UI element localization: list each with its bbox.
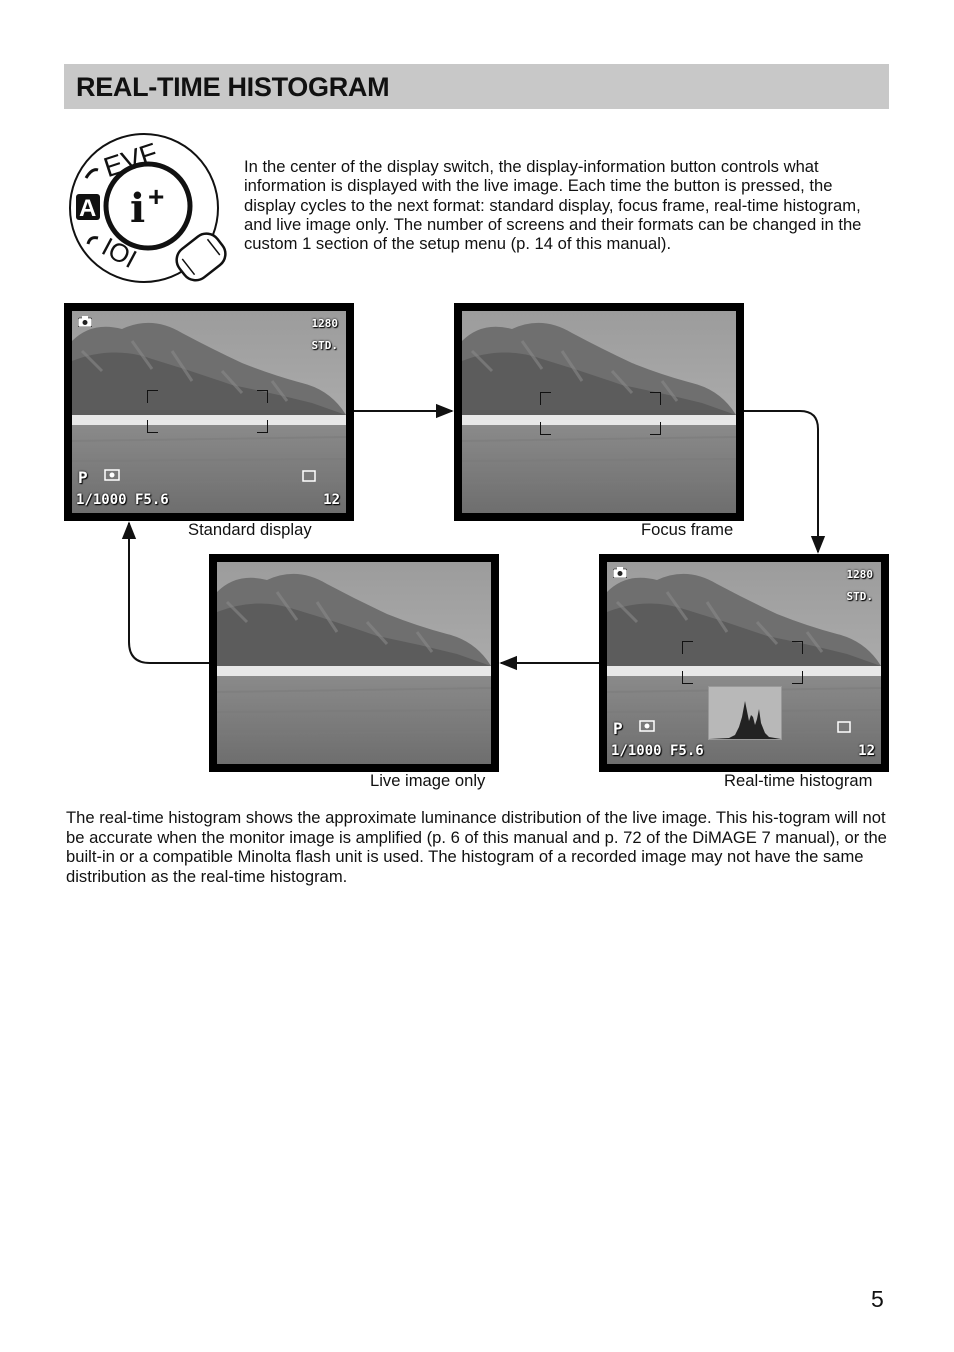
info-button-label: i	[130, 185, 146, 232]
focus-bracket	[257, 390, 268, 403]
display-switch-icon	[64, 128, 234, 288]
focus-bracket	[257, 420, 268, 433]
luminance-histogram	[708, 686, 782, 740]
caption-standard-display: Standard display	[188, 520, 312, 539]
page-number: 5	[871, 1286, 884, 1312]
focus-bracket	[147, 420, 158, 433]
screen-focus-frame	[454, 303, 744, 521]
metering-icon	[104, 469, 120, 485]
camera-icon	[613, 566, 627, 582]
screen-real-time-histogram	[599, 554, 889, 772]
shutter-aperture-readout: 1/1000 F5.6	[611, 743, 704, 759]
camera-icon	[78, 315, 92, 331]
arrow-live-to-standard	[129, 523, 209, 663]
intro-paragraph: In the center of the display switch, the display-information button controls what information is displayed with the live image. Each time the button is pressed, the display cycles to the next format: standard display, focus frame, real-time histogram, and live image only. The number of screens and their formats can be changed in the custom 1 section of the setup menu (p. 14 of this manual).	[244, 157, 862, 254]
lcd-label: IOI	[97, 231, 142, 275]
exposure-mode-readout: P	[78, 468, 88, 487]
screen-standard-display	[64, 303, 354, 521]
histogram-graph	[709, 687, 781, 739]
focus-bracket	[650, 392, 661, 405]
focus-bracket	[792, 671, 803, 684]
info-plus-label: +	[148, 181, 165, 212]
focus-bracket	[540, 392, 551, 405]
focus-bracket	[682, 641, 693, 654]
single-frame-icon	[837, 721, 851, 737]
evf-label: EVF	[99, 136, 162, 184]
focus-bracket	[147, 390, 158, 403]
metering-icon	[639, 720, 655, 736]
frame-counter-readout: 12	[323, 492, 340, 508]
resolution-readout: 1280	[846, 568, 873, 581]
screen-live-image-only	[209, 554, 499, 772]
focus-bracket	[792, 641, 803, 654]
resolution-readout: 1280	[311, 317, 338, 330]
single-frame-icon	[302, 470, 316, 486]
focus-bracket	[682, 671, 693, 684]
exposure-mode-readout: P	[613, 719, 623, 738]
caption-live-image-only: Live image only	[370, 771, 486, 790]
caption-real-time-histogram: Real-time histogram	[724, 771, 873, 790]
quality-readout: STD.	[311, 339, 338, 352]
display-switch-illustration	[64, 128, 234, 288]
shutter-aperture-readout: 1/1000 F5.6	[76, 492, 169, 508]
page-title: REAL-TIME HISTOGRAM	[76, 72, 390, 102]
live-image	[462, 311, 736, 513]
arrow-focus-to-histogram	[744, 411, 818, 552]
focus-bracket	[650, 422, 661, 435]
focus-bracket	[540, 422, 551, 435]
header-bar	[64, 64, 889, 109]
quality-readout: STD.	[846, 590, 873, 603]
caption-focus-frame: Focus frame	[641, 520, 734, 539]
body-paragraph: The real-time histogram shows the approximate luminance distribution of the live image. This his-togram will not be accurate when the monitor image is amplified (p. 6 of this manual and p. 72 of the DiMAGE 7 manual), or the built-in or a compatible Minolta flash unit is used. The histogram of a recorded image may not have the same distribution as the real-time histogram.	[66, 808, 887, 886]
live-image	[217, 562, 491, 764]
frame-counter-readout: 12	[858, 743, 875, 759]
auto-mode-label: A	[79, 195, 97, 222]
